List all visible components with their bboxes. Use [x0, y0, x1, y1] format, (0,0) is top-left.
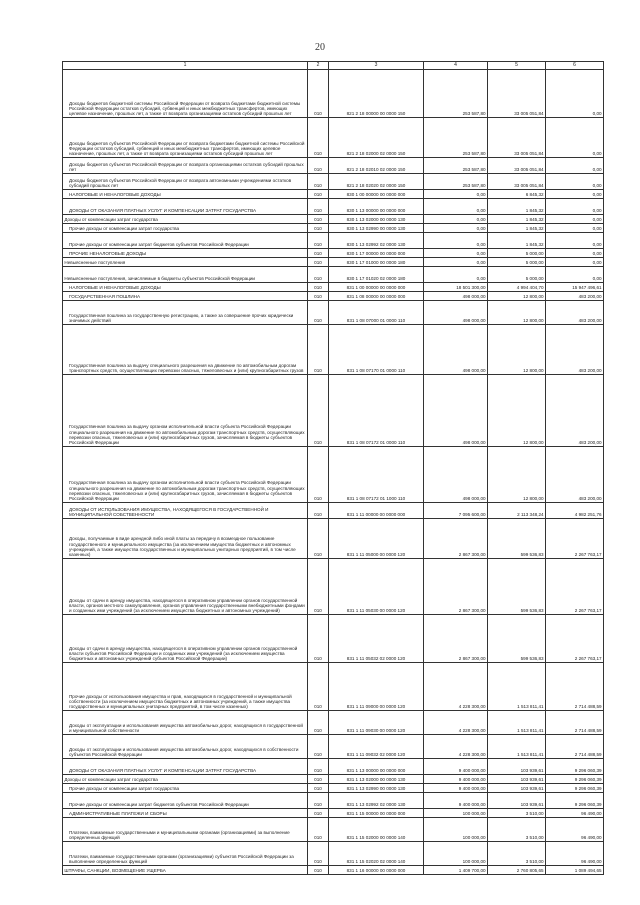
row-value-col5: 5 000,00 [488, 266, 546, 282]
row-name-cell: НАЛОГОВЫЕ И НЕНАЛОГОВЫЕ ДОХОДЫ [63, 189, 308, 198]
row-name-cell: Доходы бюджетов субъектов Российской Федерации от возврата организациями остатков субсидий прошлых лет [63, 157, 308, 173]
row-value-col4: 1 409 700,00 [424, 865, 488, 874]
row-value-col6: 9 296 060,39 [546, 758, 604, 774]
row-kbk-cell: 831 1 08 07000 01 0000 110 [329, 300, 424, 324]
row-name-cell: Доходы от эксплуатации и использования имущества автомобильных дорог, находящихся в государственной и муниципальной собственности [63, 710, 308, 734]
row-code-cell: 010 [308, 189, 329, 198]
row-value-col4: 498 000,00 [424, 446, 488, 502]
row-value-col5: 3 510,00 [488, 817, 546, 841]
row-kbk-cell: 831 1 11 05032 02 0000 120 [329, 614, 424, 662]
row-code-cell: 010 [308, 223, 329, 232]
row-kbk-cell: 831 1 11 09032 02 0000 120 [329, 734, 424, 758]
row-value-col5: 1 513 811,41 [488, 734, 546, 758]
row-value-col5: 599 536,83 [488, 518, 546, 558]
row-code-cell: 010 [308, 232, 329, 248]
row-value-col4: 0,00 [424, 189, 488, 198]
table-row [63, 257, 604, 266]
row-kbk-cell: 831 1 00 00000 00 0000 000 [329, 282, 424, 291]
row-kbk-cell: 831 1 15 02020 02 0000 140 [329, 841, 424, 865]
row-value-col4: 100 000,00 [424, 817, 488, 841]
table-row [63, 558, 604, 614]
table-row [63, 792, 604, 808]
row-value-col4: 100 000,00 [424, 841, 488, 865]
row-kbk-cell: 831 1 08 07172 01 0000 110 [329, 374, 424, 446]
table-row [63, 69, 604, 117]
row-name-cell: Прочие доходы от компенсации затрат бюджетов субъектов Российской Федерации [63, 232, 308, 248]
row-value-col4: 9 400 000,00 [424, 774, 488, 783]
row-name-cell: Доходы бюджетов бюджетной системы Российской Федерации от возврата бюджетами бюджетной системы Российской Федерации остатков субсидий, субвенций и иных межбюджетных трансфертов, имеющих целевое назначение, прошлых лет, а также от возврата организациями остатков субсидий прошлых лет [63, 69, 308, 117]
row-value-col4: 0,00 [424, 232, 488, 248]
row-value-col6: 96 490,00 [546, 841, 604, 865]
row-value-col6: 1 089 494,65 [546, 865, 604, 874]
row-value-col6: 483 200,00 [546, 446, 604, 502]
row-name-cell: ДОХОДЫ ОТ ИСПОЛЬЗОВАНИЯ ИМУЩЕСТВА, НАХОДЯЩЕГОСЯ В ГОСУДАРСТВЕННОЙ И МУНИЦИПАЛЬНОЙ СОБСТВЕННОСТИ [63, 502, 308, 518]
row-name-cell: Прочие доходы от компенсации затрат государства [63, 223, 308, 232]
row-value-col6: 4 982 251,76 [546, 502, 604, 518]
row-value-col6: 483 200,00 [546, 300, 604, 324]
row-value-col4: 2 867 300,00 [424, 518, 488, 558]
table-row [63, 374, 604, 446]
row-kbk-cell: 831 1 08 07172 01 1000 110 [329, 446, 424, 502]
row-code-cell: 010 [308, 282, 329, 291]
row-kbk-cell: 821 2 18 02010 02 0000 150 [329, 157, 424, 173]
table-row [63, 710, 604, 734]
table-row [63, 758, 604, 774]
row-name-cell: Государственная пошлина за государственную регистрацию, а также за совершение прочих юридически значимых действий [63, 300, 308, 324]
row-code-cell: 010 [308, 300, 329, 324]
table-row [63, 324, 604, 374]
row-value-col4: 9 400 000,00 [424, 783, 488, 792]
row-code-cell: 010 [308, 662, 329, 710]
row-code-cell: 010 [308, 266, 329, 282]
table-row [63, 783, 604, 792]
row-kbk-cell: 831 1 08 00000 00 0000 000 [329, 291, 424, 300]
row-name-cell: АДМИНИСТРАТИВНЫЕ ПЛАТЕЖИ И СБОРЫ [63, 808, 308, 817]
table-row [63, 300, 604, 324]
table-row [63, 189, 604, 198]
row-value-col5: 5 000,00 [488, 248, 546, 257]
row-kbk-cell: 831 1 13 00000 00 0000 000 [329, 758, 424, 774]
table-row [63, 841, 604, 865]
row-code-cell: 010 [308, 214, 329, 223]
row-kbk-cell: 830 1 13 00000 00 0000 000 [329, 198, 424, 214]
row-value-col5: 12 800,00 [488, 446, 546, 502]
row-name-cell: Доходы от эксплуатации и использования имущества автомобильных дорог, находящихся в собственности субъектов Российской Федерации [63, 734, 308, 758]
row-value-col5: 599 536,83 [488, 558, 546, 614]
row-value-col4: 0,00 [424, 214, 488, 223]
row-value-col6: 2 714 488,59 [546, 662, 604, 710]
row-value-col6: 483 200,00 [546, 291, 604, 300]
row-kbk-cell: 830 1 00 00000 00 0000 000 [329, 189, 424, 198]
row-code-cell: 010 [308, 198, 329, 214]
row-code-cell: 010 [308, 808, 329, 817]
report-body [63, 69, 604, 874]
row-value-col4: 2 867 300,00 [424, 614, 488, 662]
row-name-cell: ДОХОДЫ ОТ ОКАЗАНИЯ ПЛАТНЫХ УСЛУГ И КОМПЕНСАЦИИ ЗАТРАТ ГОСУДАРСТВА [63, 198, 308, 214]
row-value-col6: 2 714 488,59 [546, 734, 604, 758]
row-value-col5: 103 939,61 [488, 774, 546, 783]
row-value-col4: 0,00 [424, 248, 488, 257]
row-name-cell: НАЛОГОВЫЕ И НЕНАЛОГОВЫЕ ДОХОДЫ [63, 282, 308, 291]
row-value-col4: 498 000,00 [424, 324, 488, 374]
row-code-cell: 010 [308, 783, 329, 792]
row-value-col4: 498 000,00 [424, 300, 488, 324]
row-name-cell: Доходы, получаемые в виде арендной либо иной платы за передачу в возмездное пользование государственного и муниципального имущества (за исключением имущества бюджетных и автономных учреждений, а также имущества государственных и муниципальных унитарных предприятий, в том числе казенных) [63, 518, 308, 558]
table-row [63, 774, 604, 783]
row-value-col4: 253 587,80 [424, 117, 488, 157]
row-kbk-cell: 831 1 13 02992 02 0000 130 [329, 792, 424, 808]
row-value-col5: 103 939,61 [488, 758, 546, 774]
row-value-col5: 12 800,00 [488, 300, 546, 324]
row-name-cell: Доходы от компенсации затрат государства [63, 774, 308, 783]
income-report-table [62, 61, 604, 875]
table-row [63, 214, 604, 223]
row-value-col5: 33 005 051,84 [488, 157, 546, 173]
table-row [63, 865, 604, 874]
row-name-cell: Доходы бюджетов субъектов Российской Федерации от возврата автономными учреждениями остатков субсидий прошлых лет [63, 173, 308, 189]
row-code-cell: 010 [308, 518, 329, 558]
row-value-col4: 4 228 300,00 [424, 734, 488, 758]
row-code-cell: 010 [308, 117, 329, 157]
row-name-cell: Прочие доходы от использования имущества и прав, находящихся в государственной и муниципальной собственности (за исключением имущества бюджетных и автономных учреждений, а также имущества государственных и муниципальных унитарных предприятий, в том числе казенных) [63, 662, 308, 710]
row-name-cell: Доходы от сдачи в аренду имущества, находящегося в оперативном управлении органов государственной власти субъектов Российской Федерации и созданных ими учреждений (за исключением имущества бюджетных и автономных учреждений субъектов Российской Федерации) [63, 614, 308, 662]
row-value-col4: 9 400 000,00 [424, 758, 488, 774]
row-kbk-cell: 830 1 17 00000 00 0000 000 [329, 248, 424, 257]
row-value-col6: 2 267 763,17 [546, 558, 604, 614]
table-row [63, 734, 604, 758]
row-kbk-cell: 831 1 08 07170 01 0000 110 [329, 324, 424, 374]
row-code-cell: 010 [308, 502, 329, 518]
row-name-cell: Прочие доходы от компенсации затрат бюджетов субъектов Российской Федерации [63, 792, 308, 808]
row-value-col5: 6 845,32 [488, 189, 546, 198]
row-value-col4: 253 587,80 [424, 69, 488, 117]
row-kbk-cell: 821 2 18 02000 02 0000 150 [329, 117, 424, 157]
row-kbk-cell: 831 1 11 05030 00 0000 120 [329, 558, 424, 614]
table-row [63, 117, 604, 157]
table-row [63, 502, 604, 518]
row-value-col4: 253 587,80 [424, 157, 488, 173]
column-header: 1 [63, 62, 308, 70]
row-name-cell: Платежи, взимаемые государственными и муниципальными органами (организациями) за выполнение определенных функций [63, 817, 308, 841]
row-value-col5: 3 510,00 [488, 808, 546, 817]
column-header: 4 [424, 62, 488, 70]
table-row [63, 518, 604, 558]
row-value-col5: 33 005 051,84 [488, 117, 546, 157]
row-kbk-cell: 831 1 11 09000 00 0000 120 [329, 662, 424, 710]
row-value-col6: 2 267 763,17 [546, 518, 604, 558]
row-name-cell: ПРОЧИЕ НЕНАЛОГОВЫЕ ДОХОДЫ [63, 248, 308, 257]
row-kbk-cell: 830 1 13 02990 00 0000 130 [329, 223, 424, 232]
table-row [63, 446, 604, 502]
row-name-cell: Платежи, взимаемые государственными органами (организациями) субъектов Российской Федерации за выполнение определенных функций [63, 841, 308, 865]
row-code-cell: 010 [308, 710, 329, 734]
row-value-col6: 9 296 060,39 [546, 783, 604, 792]
row-value-col6: 0,00 [546, 232, 604, 248]
row-value-col6: 483 200,00 [546, 374, 604, 446]
row-value-col4: 0,00 [424, 223, 488, 232]
row-value-col4: 498 000,00 [424, 291, 488, 300]
column-header: 2 [308, 62, 329, 70]
row-value-col5: 3 510,00 [488, 841, 546, 865]
row-kbk-cell: 831 1 11 05000 00 0000 120 [329, 518, 424, 558]
row-kbk-cell: 821 2 18 02020 02 0000 150 [329, 173, 424, 189]
row-value-col6: 0,00 [546, 266, 604, 282]
row-value-col6: 0,00 [546, 157, 604, 173]
row-value-col5: 33 005 051,84 [488, 69, 546, 117]
row-code-cell: 010 [308, 291, 329, 300]
row-value-col5: 5 000,00 [488, 257, 546, 266]
row-value-col5: 12 800,00 [488, 324, 546, 374]
row-code-cell: 010 [308, 734, 329, 758]
row-value-col6: 96 490,00 [546, 808, 604, 817]
row-value-col6: 483 200,00 [546, 324, 604, 374]
row-value-col4: 100 000,00 [424, 808, 488, 817]
row-code-cell: 010 [308, 374, 329, 446]
row-value-col4: 0,00 [424, 257, 488, 266]
table-row [63, 248, 604, 257]
row-value-col5: 1 845,32 [488, 223, 546, 232]
row-name-cell: ДОХОДЫ ОТ ОКАЗАНИЯ ПЛАТНЫХ УСЛУГ И КОМПЕНСАЦИИ ЗАТРАТ ГОСУДАРСТВА [63, 758, 308, 774]
row-value-col5: 12 800,00 [488, 374, 546, 446]
row-kbk-cell: 830 1 13 02992 02 0000 130 [329, 232, 424, 248]
row-name-cell: Доходы от сдачи в аренду имущества, находящегося в оперативном управлении органов государственной власти, органов местного самоуправления, органов управления государственными внебюджетными фондами и созданных ими учреждений (за исключением имущества бюджетных и автономных учреждений) [63, 558, 308, 614]
row-kbk-cell: 830 1 17 01000 00 0000 180 [329, 257, 424, 266]
row-kbk-cell: 831 1 11 09030 00 0000 120 [329, 710, 424, 734]
row-code-cell: 010 [308, 248, 329, 257]
table-row [63, 817, 604, 841]
row-value-col6: 15 947 496,61 [546, 282, 604, 291]
row-kbk-cell: 831 1 15 02000 00 0000 140 [329, 817, 424, 841]
row-value-col6: 9 296 060,39 [546, 774, 604, 783]
row-value-col6: 2 714 488,59 [546, 710, 604, 734]
row-value-col6: 9 296 060,39 [546, 792, 604, 808]
row-name-cell: Невыясненные поступления, зачисляемые в бюджеты субъектов Российской Федерации [63, 266, 308, 282]
row-code-cell: 010 [308, 69, 329, 117]
row-name-cell: Невыясненные поступления [63, 257, 308, 266]
row-value-col6: 2 267 763,17 [546, 614, 604, 662]
row-value-col5: 103 939,61 [488, 792, 546, 808]
table-row [63, 198, 604, 214]
row-code-cell: 010 [308, 446, 329, 502]
row-value-col5: 4 994 404,70 [488, 282, 546, 291]
column-header: 6 [546, 62, 604, 70]
row-code-cell: 010 [308, 865, 329, 874]
row-kbk-cell: 831 1 16 00000 00 0000 000 [329, 865, 424, 874]
row-code-cell: 010 [308, 257, 329, 266]
table-row [63, 173, 604, 189]
page-number: 20 [315, 42, 325, 53]
row-value-col6: 0,00 [546, 223, 604, 232]
row-value-col6: 0,00 [546, 173, 604, 189]
row-code-cell: 010 [308, 614, 329, 662]
row-kbk-cell: 831 1 11 00000 00 0000 000 [329, 502, 424, 518]
row-value-col5: 1 845,32 [488, 232, 546, 248]
row-value-col4: 4 228 300,00 [424, 662, 488, 710]
row-code-cell: 010 [308, 774, 329, 783]
row-value-col5: 12 800,00 [488, 291, 546, 300]
row-value-col4: 253 587,80 [424, 173, 488, 189]
row-name-cell: ШТРАФЫ, САНКЦИИ, ВОЗМЕЩЕНИЕ УЩЕРБА [63, 865, 308, 874]
row-value-col4: 0,00 [424, 198, 488, 214]
row-value-col5: 33 005 051,84 [488, 173, 546, 189]
row-code-cell: 010 [308, 758, 329, 774]
row-value-col5: 1 845,32 [488, 198, 546, 214]
row-value-col4: 2 867 300,00 [424, 558, 488, 614]
row-value-col4: 18 501 300,00 [424, 282, 488, 291]
row-value-col5: 1 845,32 [488, 214, 546, 223]
row-value-col4: 0,00 [424, 266, 488, 282]
row-kbk-cell: 831 1 13 02990 00 0000 130 [329, 783, 424, 792]
row-value-col5: 103 939,61 [488, 783, 546, 792]
row-name-cell: Государственная пошлина за выдачу специального разрешения на движение по автомобильным дорогам транспортных средств, осуществляющих перевозки опасных, тяжеловесных и (или) крупногабаритных грузов [63, 324, 308, 374]
row-value-col5: 2 113 348,24 [488, 502, 546, 518]
column-header: 5 [488, 62, 546, 70]
row-code-cell: 010 [308, 558, 329, 614]
row-name-cell: ГОСУДАРСТВЕННАЯ ПОШЛИНА [63, 291, 308, 300]
row-value-col4: 4 228 300,00 [424, 710, 488, 734]
row-code-cell: 010 [308, 324, 329, 374]
row-name-cell: Прочие доходы от компенсации затрат государства [63, 783, 308, 792]
row-kbk-cell: 830 1 17 01020 02 0000 180 [329, 266, 424, 282]
row-value-col4: 498 000,00 [424, 374, 488, 446]
row-kbk-cell: 831 1 13 02000 00 0000 130 [329, 774, 424, 783]
table-row [63, 662, 604, 710]
row-name-cell: Доходы бюджетов субъектов Российской Федерации от возврата бюджетами бюджетной системы Российской Федерации остатков субсидий, субвенций и иных межбюджетных трансфертов, имеющих целевое назначение, прошлых лет, а также от возврата организациями остатков субсидий прошлых лет [63, 117, 308, 157]
column-header: 3 [329, 62, 424, 70]
row-code-cell: 010 [308, 157, 329, 173]
row-name-cell: Доходы от компенсации затрат государства [63, 214, 308, 223]
table-row [63, 291, 604, 300]
table-row [63, 282, 604, 291]
row-kbk-cell: 821 2 18 00000 00 0000 150 [329, 69, 424, 117]
row-code-cell: 010 [308, 792, 329, 808]
row-value-col6: 0,00 [546, 214, 604, 223]
row-value-col5: 599 536,83 [488, 614, 546, 662]
row-value-col5: 1 513 811,41 [488, 710, 546, 734]
row-value-col6: 0,00 [546, 117, 604, 157]
row-value-col4: 9 400 000,00 [424, 792, 488, 808]
table-row [63, 614, 604, 662]
row-name-cell: Государственная пошлина за выдачу органом исполнительной власти субъекта Российской Федерации специального разрешения на движение по автомобильным дорогам транспортных средств, осуществляющих перевозки опасных, тяжеловесных и (или) крупногабаритных грузов, зачисляемая в бюджеты субъектов Российской Федерации [63, 374, 308, 446]
row-value-col6: 0,00 [546, 189, 604, 198]
row-value-col6: 0,00 [546, 69, 604, 117]
table-row [63, 223, 604, 232]
table-row [63, 808, 604, 817]
table-row [63, 157, 604, 173]
row-code-cell: 010 [308, 841, 329, 865]
row-value-col4: 7 095 600,00 [424, 502, 488, 518]
row-kbk-cell: 831 1 15 00000 00 0000 000 [329, 808, 424, 817]
row-value-col5: 1 513 811,41 [488, 662, 546, 710]
row-value-col6: 0,00 [546, 257, 604, 266]
row-value-col6: 0,00 [546, 198, 604, 214]
column-number-header [63, 62, 604, 70]
row-value-col6: 0,00 [546, 248, 604, 257]
row-name-cell: Государственная пошлина за выдачу органом исполнительной власти субъекта Российской Федерации специального разрешения на движение по автомобильным дорогам транспортных средств, осуществляющих перевозки опасных, тяжеловесных и (или) крупногабаритных грузов, зачисляемая в бюджеты субъектов Российской Федерации [63, 446, 308, 502]
row-code-cell: 010 [308, 173, 329, 189]
table-row [63, 232, 604, 248]
row-kbk-cell: 830 1 13 02000 00 0000 130 [329, 214, 424, 223]
row-value-col6: 96 490,00 [546, 817, 604, 841]
row-code-cell: 010 [308, 817, 329, 841]
row-value-col5: 2 760 805,65 [488, 865, 546, 874]
table-row [63, 266, 604, 282]
